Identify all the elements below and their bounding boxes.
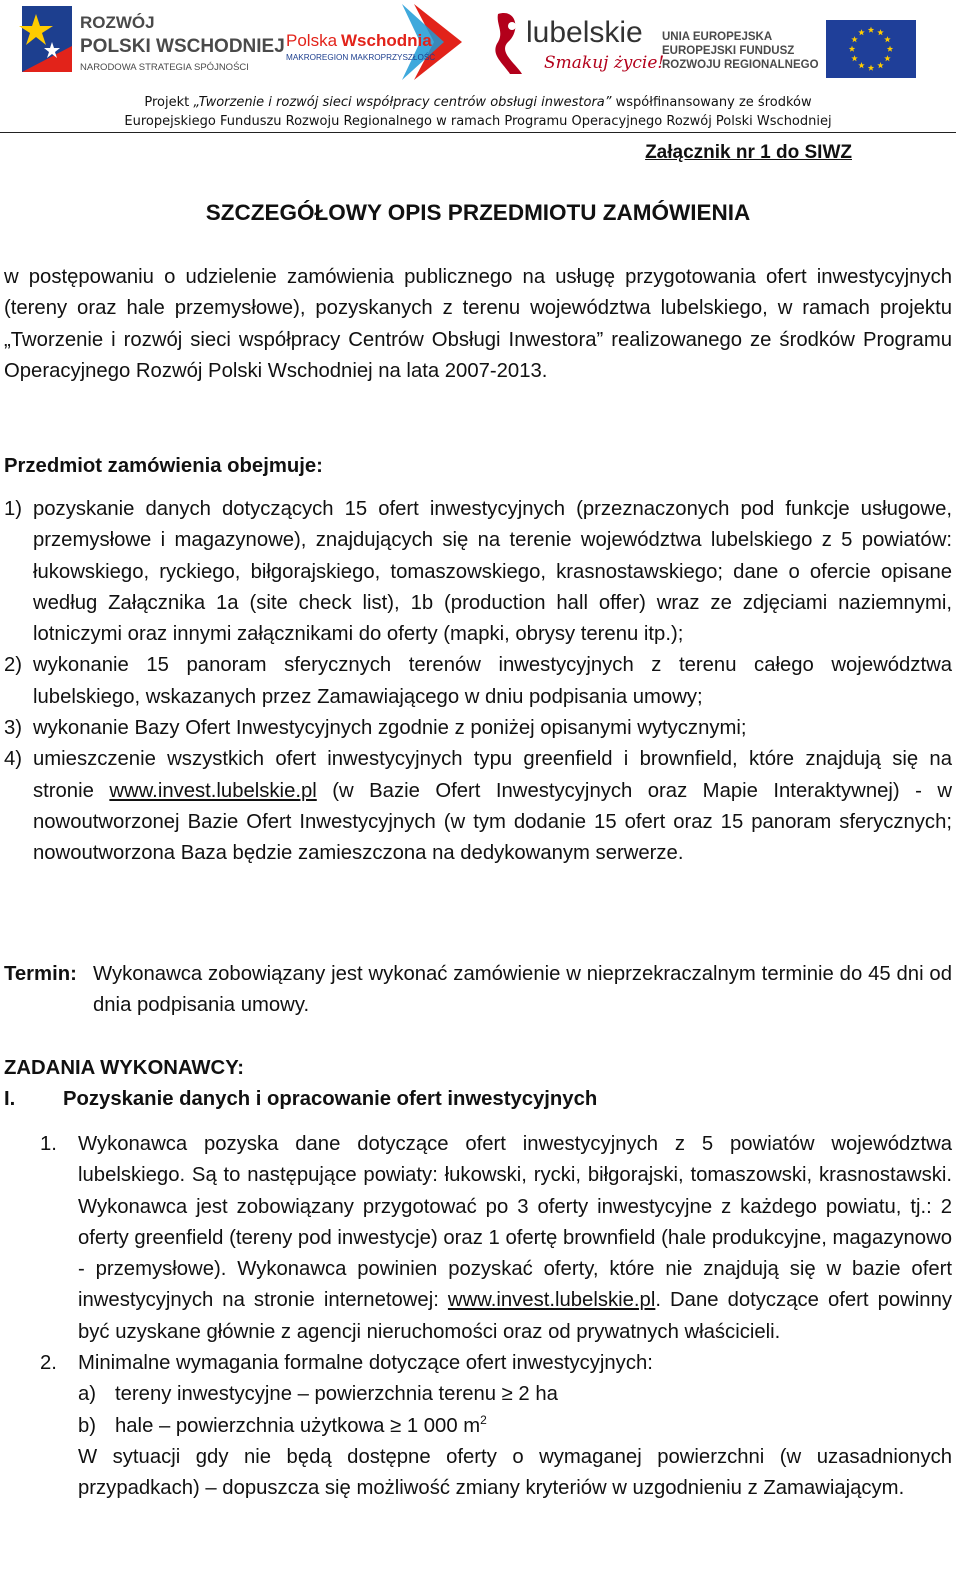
list-item-text: wykonanie 15 panoram sferycznych terenów inwestycyjnych z terenu całego województwa lubelskiego, wskazanych przez Zamawiającego w dniu podpisania umowy; xyxy=(33,654,952,708)
svg-text:EUROPEJSKI FUNDUSZ: EUROPEJSKI FUNDUSZ xyxy=(662,45,795,57)
svg-text:MAKROREGION MAKROPRZYSZŁOŚĆ: MAKROREGION MAKROPRZYSZŁOŚĆ xyxy=(286,53,436,62)
list-number: 2. xyxy=(40,1352,57,1375)
list-number: 1. xyxy=(40,1133,57,1155)
eu-regional-fund-logo xyxy=(662,2,918,84)
list-number: 4) xyxy=(4,748,23,771)
list-item-text: Minimalne wymagania formalne dotyczące ofert inwestycyjnych: xyxy=(78,1352,653,1375)
sub-item-label: b) xyxy=(78,1414,97,1437)
svg-text:NARODOWA STRATEGIA SPÓJNOŚCI: NARODOWA STRATEGIA SPÓJNOŚCI xyxy=(80,62,249,73)
section-heading xyxy=(4,1084,597,1115)
list-number: 2) xyxy=(4,654,23,677)
intro-paragraph: w postępowaniu o udzielenie zamówienia publicznego na usługę przygotowania ofert inwestycyjnych (tereny oraz hale przemysłowe), pozyskanych z terenu województwa lubelskiego, w ramach projektu „Tworzenie i rozwój sieci współpracy Centrów Obsługi Inwestora” realizowanego ze środków Programu Operacyjnego Rozwój Polski Wschodniej na lata 2007-2013. xyxy=(4,266,952,382)
svg-text:lubelskie: lubelskie xyxy=(526,16,643,49)
svg-text:POLSKI WSCHODNIEJ: POLSKI WSCHODNIEJ xyxy=(80,36,285,57)
section-number: I. xyxy=(4,1088,16,1110)
list-item-text: pozyskanie danych dotyczących 15 ofert inwestycyjnych (przeznaczonych pod funkcje usługowe, przemysłowe i magazynowe), znajdujących się na terenie województwa lubelskiego z 5 powiatów: łukowskiego, ryckiego, biłgorajskiego, tomaszowskiego, krasnostawskiego; dane o ofercie opisane według Załącznika 1a (site check list), 1b (production hall offer) wraz ze zdjęciami naziemnymi, lotniczymi oraz innymi załącznikami do oferty (mapki, obrysy terenu itp.); xyxy=(33,498,952,646)
list-item-text: . Dane dotyczące ofert powinny być uzyskane głównie z agencji nieruchomości oraz od prywatnych właścicieli. xyxy=(78,1289,952,1343)
lubelskie-logo xyxy=(490,2,665,84)
svg-text:Wschodnia: Wschodnia xyxy=(341,31,432,50)
rozwoj-polski-wschodniej-logo xyxy=(16,2,285,84)
svg-text:UNIA EUROPEJSKA: UNIA EUROPEJSKA xyxy=(662,31,773,43)
scope-heading: Przedmiot zamówienia obejmuje: xyxy=(4,455,323,477)
scope-list xyxy=(4,494,952,870)
list-item xyxy=(4,650,952,713)
sub-item xyxy=(78,1411,952,1442)
list-number: 3) xyxy=(4,717,23,740)
list-item-text: Wykonawca pozyska dane dotyczące ofert inwestycyjnych z 5 powiatów województwa lubelskiego. Są to następujące powiaty: łukowski, rycki, biłgorajski, tomaszowski, krasnostawski. Wykonawca jest zobowiązany przygotować po 3 oferty inwestycyjne z każdego powiatu, tj.: 2 oferty greenfield (tereny pod inwestycje) oraz 1 ofertę brownfield (hale produkcyjne, magazynowo - przemysłowe). Wykonawca powinien pozyskać oferty, które nie znajdują się w bazie ofert inwestycyjnych na stronie internetowej: xyxy=(78,1133,952,1312)
sub-item-text: tereny inwestycyjne – powierzchnia terenu ≥ 2 ha xyxy=(115,1383,558,1406)
list-item-text: umieszczenie wszystkich ofert inwestycyjnych typu greenfield i brownfield, które znajdują się na stronie xyxy=(33,748,952,802)
deadline-paragraph xyxy=(4,959,952,1022)
list-item xyxy=(4,744,952,869)
list-item xyxy=(40,1348,952,1504)
superscript: 2 xyxy=(480,1412,487,1427)
sub-item-text: hale – powierzchnia użytkowa ≥ 1 000 m xyxy=(115,1414,481,1437)
svg-text:ROZWOJU REGIONALNEGO: ROZWOJU REGIONALNEGO xyxy=(662,59,819,71)
list-item xyxy=(4,494,952,650)
list-item-text: (w Bazie Ofert Inwestycyjnych oraz Mapie Interaktywnej) - w nowoutworzonej Bazie Ofert Inwestycyjnych (w tym dodanie 15 ofert oraz 15 panoram sferycznych; nowoutworzona Baza będzie zamieszczona na dedykowanym serwerze. xyxy=(33,779,952,865)
sub-item xyxy=(78,1379,952,1410)
svg-text:Polska: Polska xyxy=(286,31,338,50)
polska-wschodnia-logo xyxy=(284,2,468,84)
sub-item-label: a) xyxy=(78,1383,97,1406)
deadline-label: Termin: xyxy=(4,963,77,985)
header-divider xyxy=(0,132,956,133)
document-header xyxy=(0,0,960,134)
project-cofinancing-note: Projekt „Tworzenie i rozwój sieci współpracy centrów obsługi inwestora” współfinansowany ze środków Europejskiego Funduszu Rozwoju Regionalnego w ramach Programu Operacyjnego Rozwój Polski Wschodniej xyxy=(124,95,832,129)
contractor-tasks-heading: ZADANIA WYKONAWCY: xyxy=(4,1057,244,1079)
svg-text:Smakuj życie!: Smakuj życie! xyxy=(544,53,665,73)
list-item-text: wykonanie Bazy Ofert Inwestycyjnych zgodnie z poniżej opisanymi wytycznymi; xyxy=(33,717,747,740)
document-title: SZCZEGÓŁOWY OPIS PRZEDMIOTU ZAMÓWIENIA xyxy=(205,200,751,225)
invest-lubelskie-link[interactable]: www.invest.lubelskie.pl xyxy=(109,779,317,802)
list-item xyxy=(40,1129,952,1348)
list-item xyxy=(4,713,952,744)
invest-lubelskie-link[interactable]: www.invest.lubelskie.pl xyxy=(447,1289,656,1312)
task-list xyxy=(40,1129,952,1505)
deadline-text: Wykonawca zobowiązany jest wykonać zamówienie w nieprzekraczalnym terminie do 45 dni od dnia podpisania umowy. xyxy=(93,963,952,1017)
annex-label: Załącznik nr 1 do SIWZ xyxy=(645,142,852,163)
section-title: Pozyskanie danych i opracowanie ofert inwestycyjnych xyxy=(63,1088,598,1110)
svg-text:ROZWÓJ: ROZWÓJ xyxy=(80,13,155,32)
list-number: 1) xyxy=(4,498,23,520)
list-item-note: W sytuacji gdy nie będą dostępne oferty o wymaganej powierzchni (w uzasadnionych przypadkach) – dopuszcza się możliwość zmiany kryteriów w uzgodnieniu z Zamawiającym. xyxy=(78,1445,952,1500)
